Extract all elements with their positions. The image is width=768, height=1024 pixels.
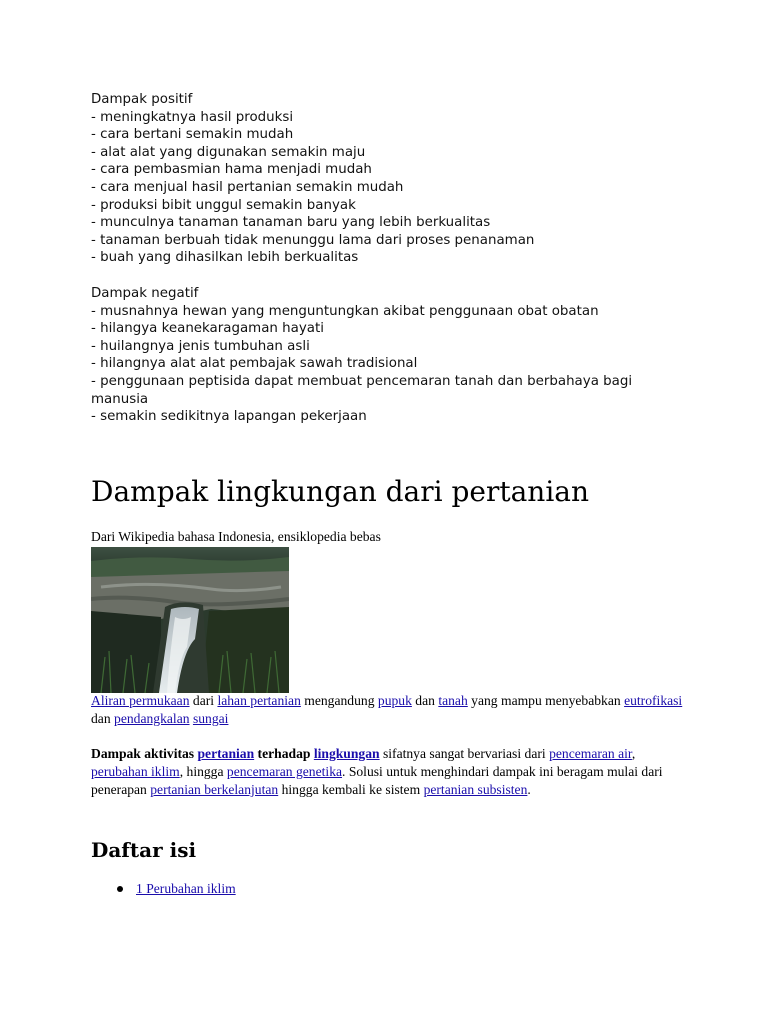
bullet-icon	[117, 886, 123, 892]
source-line: Dari Wikipedia bahasa Indonesia, ensiklopedia bebas	[91, 529, 381, 544]
list-item: - cara menjual hasil pertanian semakin mudah	[91, 179, 404, 195]
link-aliran-permukaan[interactable]: Aliran permukaan	[91, 693, 190, 708]
toc-item	[91, 880, 236, 898]
link-pencemaran-genetika[interactable]: pencemaran genetika	[226, 764, 343, 779]
article-title: Dampak lingkungan dari pertanian	[91, 475, 590, 508]
link-pertanian[interactable]: pertanian	[197, 746, 255, 761]
list-item: - cara pembasmian hama menjadi mudah	[91, 162, 372, 178]
link-pertanian-subsisten[interactable]: pertanian subsisten	[423, 782, 528, 797]
positive-impacts-list	[91, 91, 534, 267]
link-pencemaran-air[interactable]: pencemaran air	[549, 746, 632, 761]
link-lahan-pertanian[interactable]: lahan pertanian	[217, 693, 301, 708]
link-pertanian-berkelanjutan[interactable]: pertanian berkelanjutan	[150, 782, 279, 797]
positive-heading: Dampak positif	[91, 92, 193, 107]
link-pendangkalan[interactable]: pendangkalan	[114, 711, 190, 726]
list-item: - produksi bibit unggul semakin banyak	[91, 197, 356, 213]
list-item: - huilangnya jenis tumbuhan asli	[91, 338, 310, 354]
runoff-photo	[91, 547, 289, 693]
link-lingkungan[interactable]: lingkungan	[313, 746, 380, 761]
link-eutrofikasi[interactable]: eutrofikasi	[624, 693, 683, 708]
intro-paragraph: Dampak aktivitas pertanian terhadap lingkungan sifatnya sangat bervariasi dari pencemaran air, perubahan iklim, hingga pencemaran genetika. Solusi untuk menghindari dampak ini beragam mulai dari penerapan pertanian berkelanjutan hingga kembali ke sistem pertanian subsisten.	[91, 746, 663, 797]
list-item: - hilangnya alat alat pembajak sawah tradisional	[91, 356, 418, 372]
link-perubahan-iklim[interactable]: perubahan iklim	[91, 764, 180, 779]
list-item: - meningkatnya hasil produksi	[91, 109, 294, 125]
toc-heading: Daftar isi	[91, 838, 197, 862]
link-sungai[interactable]: sungai	[192, 711, 229, 726]
list-item: - musnahnya hewan yang menguntungkan akibat penggunaan obat obatan	[91, 303, 599, 319]
list-item: - hilangya keanekaragaman hayati	[91, 321, 324, 337]
toc-list	[91, 880, 236, 898]
negative-heading: Dampak negatif	[91, 286, 199, 301]
list-item: - cara bertani semakin mudah	[91, 127, 294, 143]
list-item: - penggunaan peptisida dapat membuat pencemaran tanah dan berbahaya bagi manusia	[91, 373, 633, 407]
photo-caption: Aliran permukaan dari lahan pertanian mengandung pupuk dan tanah yang mampu menyebabkan eutrofikasi dan pendangkalan sungai	[91, 693, 683, 726]
link-pupuk[interactable]: pupuk	[377, 693, 412, 708]
intro-bold-text: Dampak aktivitas	[91, 746, 198, 761]
list-item: - alat alat yang digunakan semakin maju	[91, 144, 366, 160]
list-item: - munculnya tanaman tanaman baru yang lebih berkualitas	[91, 215, 491, 231]
list-item: - buah yang dihasilkan lebih berkualitas	[91, 250, 359, 266]
list-item: - semakin sedikitnya lapangan pekerjaan	[91, 409, 367, 425]
toc-link-perubahan-iklim[interactable]: 1 Perubahan iklim	[136, 881, 236, 896]
negative-impacts-list	[91, 285, 661, 426]
list-item: - tanaman berbuah tidak menunggu lama dari proses penanaman	[91, 232, 535, 248]
link-tanah[interactable]: tanah	[438, 693, 468, 708]
